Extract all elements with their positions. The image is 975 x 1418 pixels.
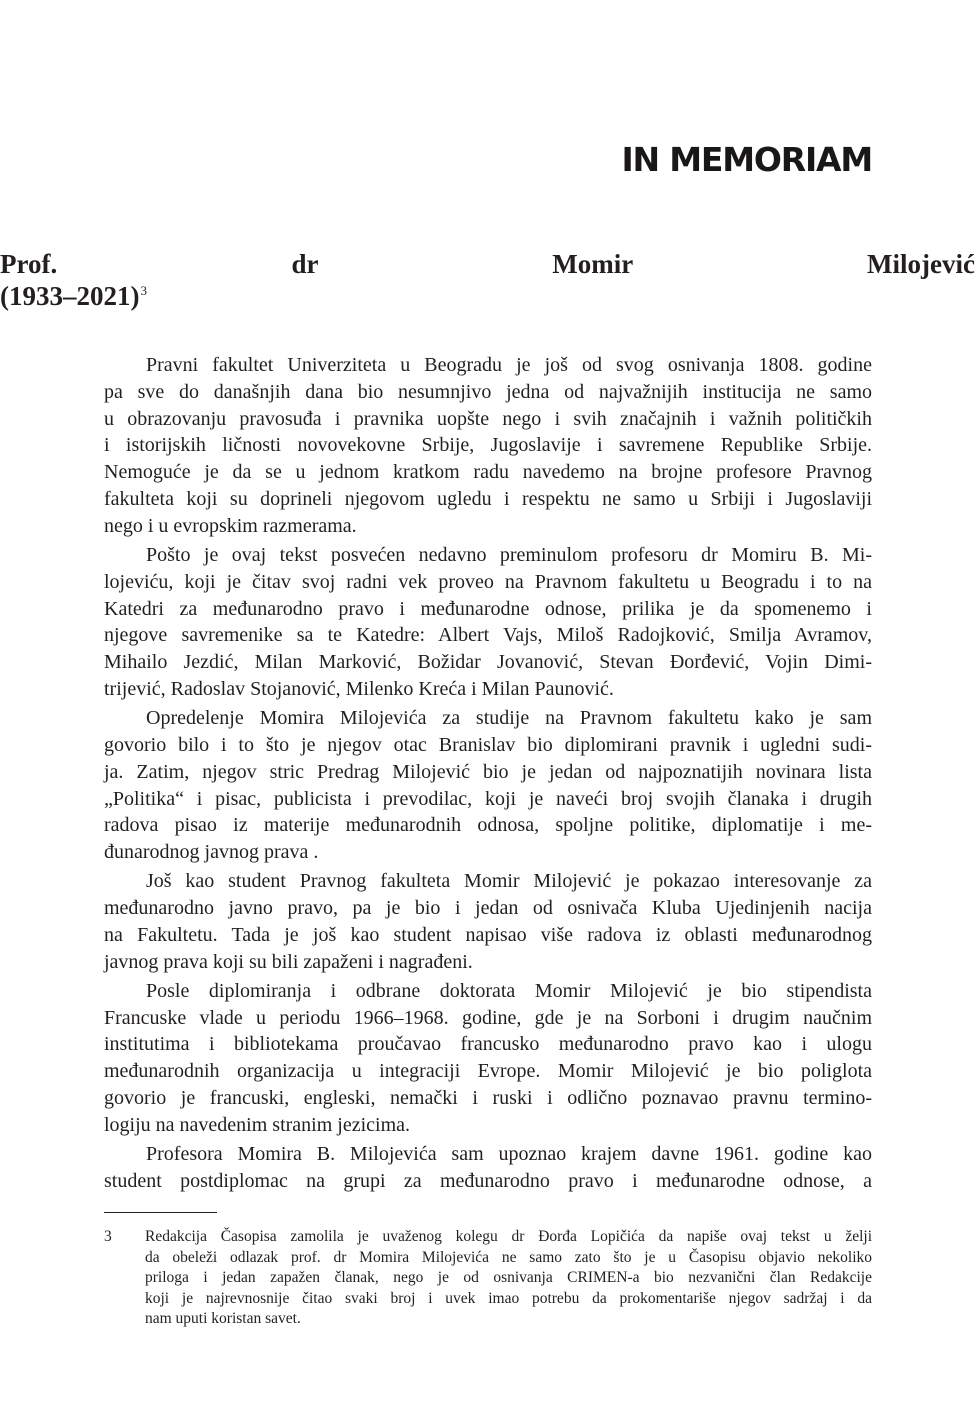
article-title-name: Prof. dr Momir Milojević [0,249,975,279]
article-body [104,352,872,1197]
text-line: Pravni fakultet Univerziteta u Beogradu je još od svog osnivanja 1808. godine [146,354,872,376]
text-line: Opredelenje Momira Milojevića za studije na Pravnom fakultetu kako je sam [146,707,872,730]
text-line: Profesora Momira B. Milojevića sam upoznao krajem davne 1961. godine kao [146,1143,872,1166]
text-line: nego i u evropskim razmerama. [104,514,357,537]
text-line: govorio je francuski, engleski, nemački i ruski i odlično poznavao pravnu termino- [104,1087,872,1110]
text-line: javnog prava koji su bili zapaženi i nagrađeni. [104,950,473,973]
footnote-reference[interactable]: 3 [140,282,147,298]
text-line: pa sve do današnjih dana bio nesumnjivo jedna od najvažnijih institucija ne samo [104,380,872,403]
text-line: Još kao student Pravnog fakulteta Momir Milojević je pokazao interesovanje za [146,870,872,893]
text-line: Posle diplomiranja i odbrane doktorata Momir Milojević je bio stipendista [146,979,872,1002]
text-line: u obrazovanju pravosuđa i pravnika uopšte nego i svih značajnih i važnih političkih [104,407,872,430]
footnote-line: koji je najrevnosnije čitao svaki broj i uvek imao potrebu da prokomentariše njegov sadržaj i da [145,1289,872,1307]
footnote [104,1227,872,1330]
footnote-line: priloga i jedan zapažen članak, nego je od osnivanja CRIMEN-a bio nezvanični član Redakcije [145,1269,872,1286]
text-line: međunarodno javno pravo, pa je bio i jedan od osnivača Kluba Ujedinjenih nacija [104,897,872,920]
paragraph [104,868,872,975]
text-line: i istorijskih ličnosti novovekovne Srbije, Jugoslavije i savremene Republike Srbije. [104,434,872,457]
text-line: na Fakultetu. Tada je još kao student napisao više radova iz oblasti međunarodnog [104,923,872,946]
text-line: logiju na navedenim stranim jezicima. [104,1113,411,1136]
text-line: Francuske vlade u periodu 1966–1968. godine, gde je na Sorboni i drugim naučnim [104,1006,872,1029]
text-line: njegove savremenike sa te Katedre: Albert Vajs, Miloš Radojković, Smilja Avramov, [104,624,872,647]
footnote-line: da obeleži odlazak prof. dr Momira Milojevića ne samo zato što je u Časopisu objavio nekoliko [145,1248,872,1266]
text-line: Katedri za međunarodno pravo i međunarodne odnose, prilika je da spomenemo i [104,597,872,620]
text-line: lojeviću, koji je čitav svoj radni vek proveo na Pravnom fakultetu u Beogradu i to na [104,570,872,593]
footnote-number: 3 [104,1228,112,1245]
paragraph [104,705,872,866]
text-line: fakulteta koji su doprineli njegovom ugledu i respektu ne samo u Srbiji i Jugoslaviji [104,487,872,510]
text-line: ja. Zatim, njegov stric Predrag Milojević bio je jedan od najpoznatijih novinara lista [104,760,872,783]
text-line: đunarodnog javnog prava . [104,841,319,864]
article-title-years: (1933–2021) [0,280,140,311]
footnote-line: Redakcija Časopisa zamolila je uvaženog kolegu dr Đorđa Lopičića da napiše ovaj tekst u želji [145,1228,872,1245]
text-line: govorio bilo i to što je njegov otac Branislav bio diplomirani pravnik i ugledni sudi- [104,733,872,756]
text-line: „Politika“ i pisac, publicista i prevodilac, koji je naveći broj svojih članaka i drugih [104,787,872,810]
text-line: Pošto je ovaj tekst posvećen nedavno preminulom profesoru dr Momiru B. Mi- [146,543,872,566]
paragraph [104,1141,872,1195]
section-heading: IN MEMORIAM [621,140,872,179]
text-line: Mihailo Jezdić, Milan Marković, Božidar Jovanović, Stevan Đorđević, Vojin Dimi- [104,651,872,674]
paragraph [104,352,872,540]
text-line: radova pisao iz materije međunarodnih odnosa, spoljne politike, diplomatije i me- [104,814,872,837]
text-line: trijević, Radoslav Stojanović, Milenko Kreća i Milan Paunović. [104,677,614,700]
article-title [0,247,975,311]
footnote-separator [104,1212,217,1213]
paragraph [104,542,872,703]
text-line: student postdiplomac na grupi za međunarodno pravo i međunarodne odnose, a [104,1169,872,1192]
paragraph [104,978,872,1139]
footnote-text [145,1227,872,1330]
text-line: međunarodnih organizacija u integraciji Evrope. Momir Milojević je bio poliglota [104,1060,872,1083]
text-line: institutima i bibliotekama proučavao francusko međunarodno pravo kao i ulogu [104,1033,872,1056]
footnote-line: nam uputi koristan savet. [145,1310,301,1327]
text-line: Nemoguće je da se u jednom kratkom radu navedemo na brojne profesore Pravnog [104,461,872,484]
